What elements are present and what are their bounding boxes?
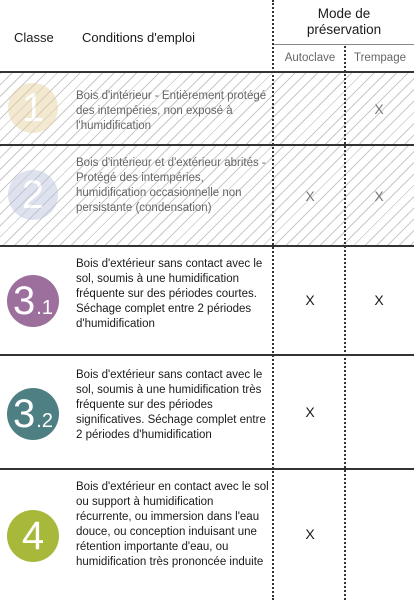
- table-row-class-4: [0, 470, 414, 600]
- table-row-class-1: [0, 73, 414, 144]
- class-badge-1: [8, 83, 58, 133]
- autoclave-mark: X: [305, 526, 315, 542]
- class-badge-3-2: [7, 388, 59, 440]
- trempage-mark: X: [374, 292, 384, 308]
- class-number: 3: [13, 392, 36, 436]
- class-number: 4: [21, 514, 45, 558]
- header-conditions: Conditions d'emploi: [82, 30, 196, 45]
- header-autoclave: Autoclave: [284, 52, 336, 64]
- class-badge-4: [7, 510, 59, 562]
- class-number: 2: [21, 173, 45, 217]
- autoclave-mark: X: [305, 404, 315, 420]
- row-description: Bois d'extérieur sans contact avec le sol, soumis à une humidification fréquente sur des périodes courtes. Séchage complet entre 2 périodes d'humidification: [76, 258, 263, 330]
- row-description: Bois d'intérieur et d'extérieur abrités - Protégé des intempéries, humidification occasionnelle non persistante (condensation): [76, 157, 266, 214]
- row-description: Bois d'extérieur en contact avec le sol ou support à humidification récurrente, ou immersion dans l'eau douce, ou conception induisant une rétention importante d'eau, ou humidification très prononcée induite: [76, 481, 269, 568]
- header-mode-line2: préservation: [306, 22, 382, 37]
- header-subdivider: [274, 44, 414, 45]
- table-row-class-3-1: [0, 247, 414, 354]
- header-trempage: Trempage: [354, 52, 406, 64]
- trempage-mark: X: [374, 188, 384, 204]
- class-number: 3: [13, 279, 36, 323]
- column-divider: [272, 0, 274, 600]
- column-divider: [344, 46, 346, 600]
- table-row-class-2: [0, 146, 414, 245]
- row-divider: [0, 354, 414, 356]
- row-divider: [0, 245, 414, 247]
- autoclave-mark: X: [305, 188, 315, 204]
- header-mode-preservation: [274, 6, 414, 38]
- class-subnumber: .2: [36, 410, 53, 432]
- row-description: Bois d'extérieur sans contact avec le sol, soumis à une humidification très fréquente sur des périodes significatives. Séchage complet entre 2 périodes d'humidification: [76, 369, 266, 441]
- autoclave-mark: X: [305, 292, 315, 308]
- class-subnumber: .1: [36, 297, 53, 319]
- table-row-class-3-2: [0, 356, 414, 468]
- class-badge-2: [8, 170, 58, 220]
- row-divider: [0, 144, 414, 146]
- header-mode-line1: Mode de: [317, 6, 371, 21]
- trempage-mark: X: [374, 101, 384, 117]
- class-badge-3-1: [7, 275, 59, 327]
- row-divider: [0, 71, 414, 73]
- header-classe: Classe: [14, 30, 54, 45]
- table-header: [0, 0, 414, 72]
- row-divider: [0, 468, 414, 470]
- class-number: 1: [21, 86, 45, 130]
- row-description: Bois d'intérieur - Entièrement protégé des intempéries, non exposé à l'humidification: [76, 90, 267, 132]
